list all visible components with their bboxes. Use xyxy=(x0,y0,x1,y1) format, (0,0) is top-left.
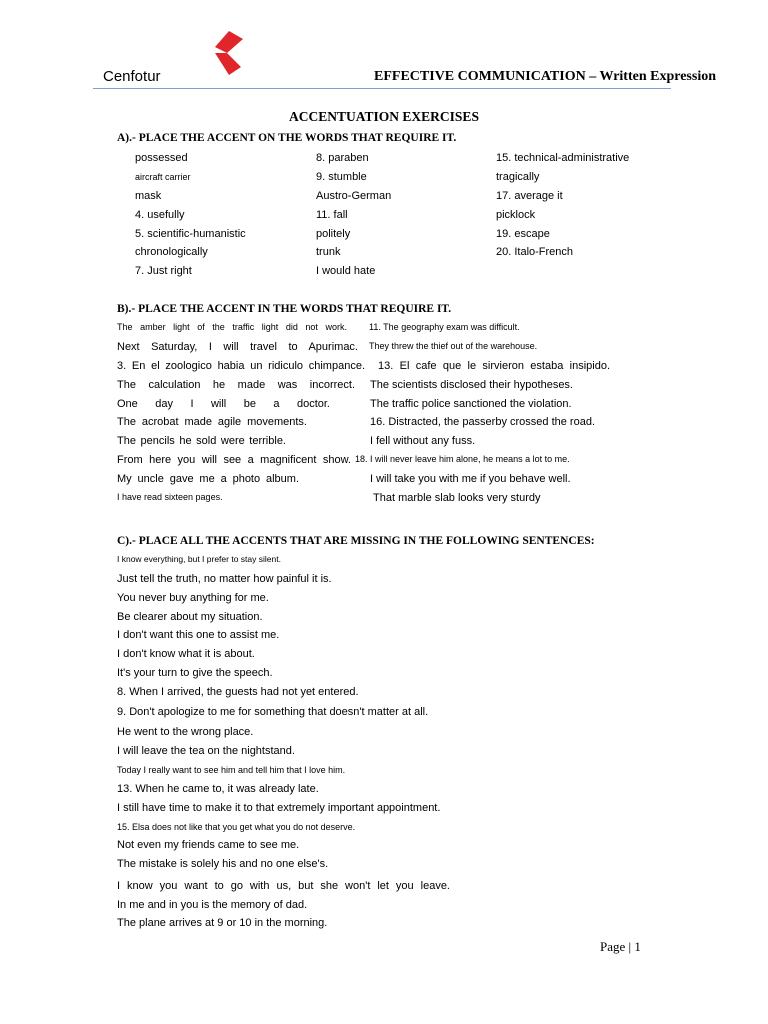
section-c-sentence: 13. When he came to, it was already late. xyxy=(117,783,319,795)
section-c-heading: C).- PLACE ALL THE ACCENTS THAT ARE MISSING IN THE FOLLOWING SENTENCES: xyxy=(117,535,595,547)
section-c-sentence: The mistake is solely his and no one else's. xyxy=(117,858,329,870)
logo-chevron-top xyxy=(215,31,243,53)
section-a-item: possessed xyxy=(135,152,188,164)
section-b-sentence: I will take you with me if you behave well. xyxy=(370,473,571,485)
section-c-sentence: Just tell the truth, no matter how painful it is. xyxy=(117,573,332,585)
brand-name: Cenfotur xyxy=(103,68,161,85)
section-a-item: mask xyxy=(135,190,162,202)
section-b-sentence: 18. I will never leave him alone, he means a lot to me. xyxy=(355,454,570,464)
section-b-sentence: That marble slab looks very sturdy xyxy=(373,492,541,504)
section-c-sentence: Not even my friends came to see me. xyxy=(117,839,300,851)
section-a-item: trunk xyxy=(316,246,341,258)
section-c-sentence: Be clearer about my situation. xyxy=(117,611,263,623)
section-a-item: 8. paraben xyxy=(316,152,369,164)
section-b-sentence: The scientists disclosed their hypotheses. xyxy=(370,379,573,391)
section-c-sentence: You never buy anything for me. xyxy=(117,592,269,604)
section-c-sentence: In me and in you is the memory of dad. xyxy=(117,899,308,911)
section-a-item: 11. fall xyxy=(316,209,348,221)
section-c-sentence: I don't want this one to assist me. xyxy=(117,629,280,641)
section-b-sentence: The amber light of the traffic light did not work. xyxy=(117,322,347,332)
section-c-sentence: I will leave the tea on the nightstand. xyxy=(117,745,295,757)
logo-chevron-bottom xyxy=(215,53,241,75)
section-a-item: 9. stumble xyxy=(316,171,367,183)
section-b-heading: B).- PLACE THE ACCENT IN THE WORDS THAT REQUIRE IT. xyxy=(117,303,452,315)
section-a-item: 4. usefully xyxy=(135,209,185,221)
section-b-sentence: They threw the thief out of the warehouse. xyxy=(369,341,538,351)
section-c-sentence: I know you want to go with us, but she won't let you leave. xyxy=(117,880,450,892)
section-b-sentence: The pencils he sold were terrible. xyxy=(117,435,286,447)
page-number: Page | 1 xyxy=(600,939,641,954)
document-title: ACCENTUATION EXERCISES xyxy=(289,109,479,124)
section-a-item: 7. Just right xyxy=(135,265,192,277)
section-b-sentence: 11. The geography exam was difficult. xyxy=(369,322,520,332)
section-a-item: I would hate xyxy=(316,265,376,277)
section-c-sentence: 8. When I arrived, the guests had not yet entered. xyxy=(117,686,359,698)
section-b-sentence: From here you will see a magnificent show. xyxy=(117,454,351,466)
section-a-item: tragically xyxy=(496,171,540,183)
section-b-sentence: My uncle gave me a photo album. xyxy=(117,473,299,485)
section-c-sentence: I know everything, but I prefer to stay silent. xyxy=(117,554,281,564)
section-b-sentence: I fell without any fuss. xyxy=(370,435,476,447)
section-c-sentence: I don't know what it is about. xyxy=(117,648,255,660)
section-c-sentence: It's your turn to give the speech. xyxy=(117,667,273,679)
section-b-sentence: The acrobat made agile movements. xyxy=(117,416,307,428)
section-a-heading: A).- PLACE THE ACCENT ON THE WORDS THAT REQUIRE IT. xyxy=(117,132,457,144)
section-b-sentence: 13. El cafe que le sirvieron estaba insipido. xyxy=(378,360,610,372)
header-divider xyxy=(93,88,671,89)
section-c-sentence: 9. Don't apologize to me for something that doesn't matter at all. xyxy=(117,706,429,718)
section-b-sentence: The traffic police sanctioned the violation. xyxy=(370,398,572,410)
section-a-item: politely xyxy=(316,228,351,240)
section-c-sentence: Today I really want to see him and tell him that I love him. xyxy=(117,765,346,775)
section-c-sentence: 15. Elsa does not like that you get what you do not deserve. xyxy=(117,822,356,832)
section-a-item: 17. average it xyxy=(496,190,563,202)
section-c-sentence: He went to the wrong place. xyxy=(117,726,254,738)
section-b-sentence: I have read sixteen pages. xyxy=(117,492,223,502)
section-a-item: 5. scientific-humanistic xyxy=(135,228,246,240)
section-a-item: aircraft carrier xyxy=(135,172,191,182)
section-a-item: chronologically xyxy=(135,246,208,258)
section-c-sentence: I still have time to make it to that extremely important appointment. xyxy=(117,802,441,814)
section-a-item: 20. Italo-French xyxy=(496,246,574,258)
cenfotur-logo xyxy=(203,31,243,75)
section-b-sentence: The calculation he made was incorrect. xyxy=(117,379,355,391)
section-b-sentence: One day I will be a doctor. xyxy=(117,398,330,410)
header-title: EFFECTIVE COMMUNICATION – Written Expression xyxy=(374,69,716,84)
section-b-sentence: 3. En el zoologico habia un ridiculo chimpance. xyxy=(117,360,365,372)
section-a-item: picklock xyxy=(496,209,536,221)
section-a-item: Austro-German xyxy=(316,190,392,202)
section-a-item: 19. escape xyxy=(496,228,550,240)
section-b-sentence: Next Saturday, I will travel to Apurimac. xyxy=(117,341,358,353)
section-a-item: 15. technical-administrative xyxy=(496,152,630,164)
section-b-sentence: 16. Distracted, the passerby crossed the road. xyxy=(370,416,596,428)
section-c-sentence: The plane arrives at 9 or 10 in the morning. xyxy=(117,917,328,929)
